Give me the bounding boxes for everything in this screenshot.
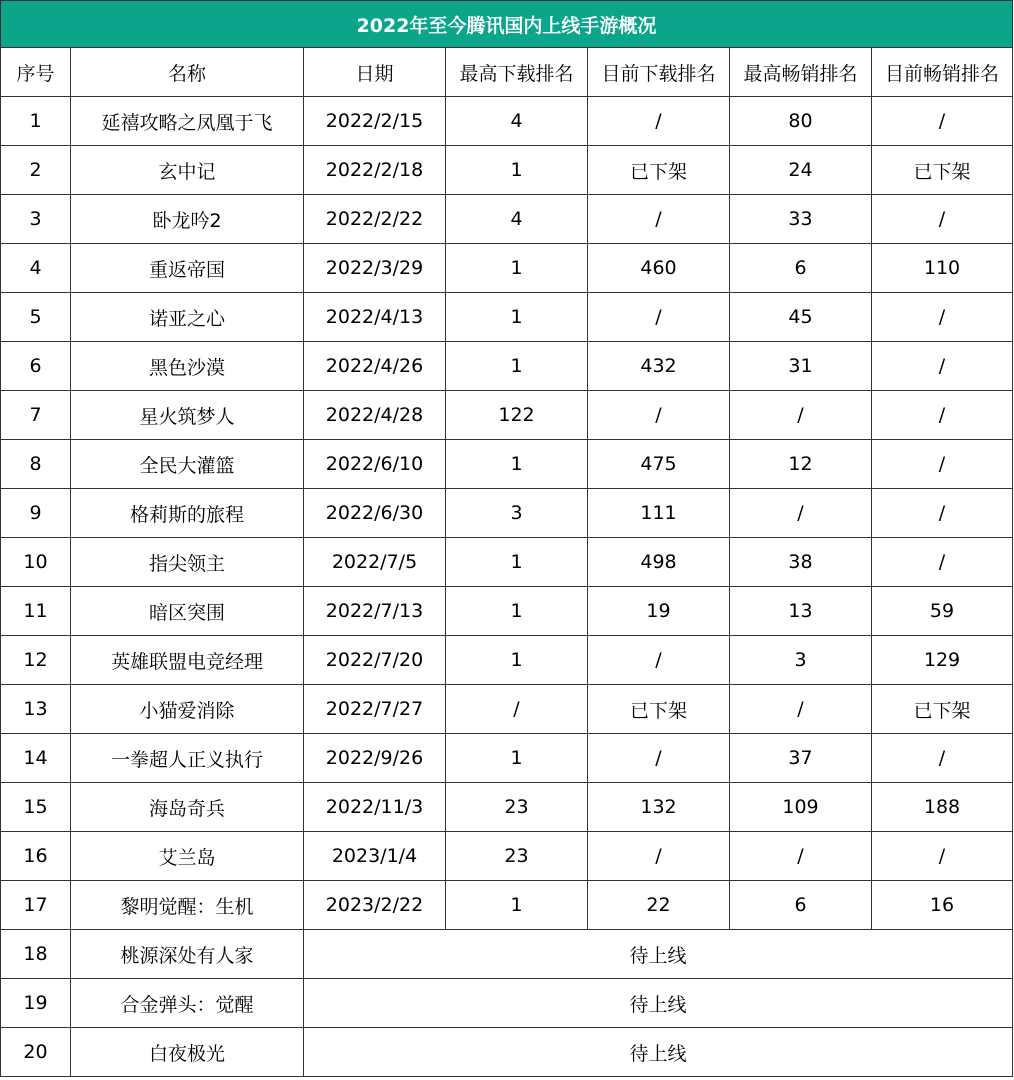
cell-status: 待上线: [304, 979, 1013, 1028]
cell-top-grossing-rank: 31: [730, 342, 872, 391]
cell-top-grossing-rank: 13: [730, 587, 872, 636]
cell-index: 15: [1, 783, 71, 832]
cell-name: 卧龙吟2: [71, 195, 304, 244]
cell-top-download-rank: 23: [446, 783, 588, 832]
cell-top-download-rank: /: [446, 685, 588, 734]
cell-top-grossing-rank: /: [730, 685, 872, 734]
cell-current-grossing-rank: /: [872, 489, 1013, 538]
cell-current-grossing-rank: 59: [872, 587, 1013, 636]
cell-current-grossing-rank: 已下架: [872, 146, 1013, 195]
cell-top-download-rank: 1: [446, 342, 588, 391]
table-row: [1, 342, 1013, 391]
cell-date: 2022/6/10: [304, 440, 446, 489]
cell-name: 全民大灌篮: [71, 440, 304, 489]
table-row: [1, 489, 1013, 538]
cell-date: 2022/9/26: [304, 734, 446, 783]
cell-index: 7: [1, 391, 71, 440]
cell-index: 3: [1, 195, 71, 244]
cell-top-grossing-rank: /: [730, 489, 872, 538]
cell-name: 桃源深处有人家: [71, 930, 304, 979]
table-row: [1, 832, 1013, 881]
table-row: [1, 636, 1013, 685]
cell-top-grossing-rank: 80: [730, 97, 872, 146]
cell-name: 黎明觉醒：生机: [71, 881, 304, 930]
cell-current-download-rank: /: [588, 391, 730, 440]
cell-name: 英雄联盟电竞经理: [71, 636, 304, 685]
cell-top-download-rank: 4: [446, 97, 588, 146]
header-top-grossing-rank: 最高畅销排名: [730, 48, 872, 97]
cell-top-grossing-rank: 3: [730, 636, 872, 685]
cell-current-download-rank: /: [588, 293, 730, 342]
cell-index: 2: [1, 146, 71, 195]
cell-current-grossing-rank: 已下架: [872, 685, 1013, 734]
cell-date: 2022/2/18: [304, 146, 446, 195]
cell-top-grossing-rank: /: [730, 832, 872, 881]
cell-top-download-rank: 1: [446, 538, 588, 587]
cell-index: 20: [1, 1028, 71, 1077]
cell-current-grossing-rank: /: [872, 734, 1013, 783]
cell-top-download-rank: 1: [446, 636, 588, 685]
cell-status: 待上线: [304, 930, 1013, 979]
cell-name: 玄中记: [71, 146, 304, 195]
cell-current-grossing-rank: 16: [872, 881, 1013, 930]
cell-index: 9: [1, 489, 71, 538]
cell-top-download-rank: 1: [446, 440, 588, 489]
cell-top-download-rank: 3: [446, 489, 588, 538]
cell-current-grossing-rank: /: [872, 391, 1013, 440]
cell-current-download-rank: 22: [588, 881, 730, 930]
cell-date: 2022/7/5: [304, 538, 446, 587]
cell-date: 2022/3/29: [304, 244, 446, 293]
cell-date: 2022/4/28: [304, 391, 446, 440]
table-row: [1, 244, 1013, 293]
cell-current-grossing-rank: /: [872, 832, 1013, 881]
cell-index: 5: [1, 293, 71, 342]
cell-date: 2022/4/13: [304, 293, 446, 342]
table-row: [1, 293, 1013, 342]
cell-current-download-rank: 498: [588, 538, 730, 587]
cell-index: 18: [1, 930, 71, 979]
cell-top-grossing-rank: 38: [730, 538, 872, 587]
table-row-pending: [1, 930, 1013, 979]
table-row: [1, 440, 1013, 489]
header-name: 名称: [71, 48, 304, 97]
table-row: [1, 195, 1013, 244]
cell-date: 2022/2/15: [304, 97, 446, 146]
cell-index: 11: [1, 587, 71, 636]
header-current-grossing-rank: 目前畅销排名: [872, 48, 1013, 97]
header-index: 序号: [1, 48, 71, 97]
cell-current-download-rank: 475: [588, 440, 730, 489]
header-top-download-rank: 最高下载排名: [446, 48, 588, 97]
cell-index: 4: [1, 244, 71, 293]
cell-current-grossing-rank: 110: [872, 244, 1013, 293]
cell-name: 暗区突围: [71, 587, 304, 636]
cell-top-download-rank: 1: [446, 244, 588, 293]
cell-current-grossing-rank: /: [872, 342, 1013, 391]
cell-name: 海岛奇兵: [71, 783, 304, 832]
cell-date: 2022/7/20: [304, 636, 446, 685]
header-row: [1, 48, 1013, 97]
cell-index: 8: [1, 440, 71, 489]
table-row-pending: [1, 1028, 1013, 1077]
table-row: [1, 587, 1013, 636]
cell-current-download-rank: 已下架: [588, 146, 730, 195]
cell-index: 13: [1, 685, 71, 734]
cell-index: 14: [1, 734, 71, 783]
cell-index: 17: [1, 881, 71, 930]
cell-name: 白夜极光: [71, 1028, 304, 1077]
cell-index: 16: [1, 832, 71, 881]
cell-top-download-rank: 1: [446, 734, 588, 783]
cell-current-grossing-rank: 188: [872, 783, 1013, 832]
cell-name: 格莉斯的旅程: [71, 489, 304, 538]
cell-name: 合金弹头：觉醒: [71, 979, 304, 1028]
cell-name: 一拳超人正义执行: [71, 734, 304, 783]
cell-top-download-rank: 1: [446, 146, 588, 195]
cell-current-download-rank: 已下架: [588, 685, 730, 734]
cell-name: 指尖领主: [71, 538, 304, 587]
cell-current-download-rank: /: [588, 832, 730, 881]
cell-current-download-rank: 432: [588, 342, 730, 391]
cell-top-download-rank: 1: [446, 587, 588, 636]
cell-top-grossing-rank: 12: [730, 440, 872, 489]
cell-current-download-rank: /: [588, 636, 730, 685]
cell-date: 2022/2/22: [304, 195, 446, 244]
cell-current-grossing-rank: /: [872, 97, 1013, 146]
table-body: [1, 97, 1013, 1077]
table-row: [1, 734, 1013, 783]
cell-top-grossing-rank: 45: [730, 293, 872, 342]
cell-index: 1: [1, 97, 71, 146]
cell-index: 19: [1, 979, 71, 1028]
cell-top-grossing-rank: 24: [730, 146, 872, 195]
title-row: [1, 1, 1013, 48]
cell-date: 2022/4/26: [304, 342, 446, 391]
cell-date: 2022/11/3: [304, 783, 446, 832]
cell-current-download-rank: 132: [588, 783, 730, 832]
cell-current-download-rank: 19: [588, 587, 730, 636]
cell-date: 2023/1/4: [304, 832, 446, 881]
cell-name: 延禧攻略之凤凰于飞: [71, 97, 304, 146]
header-date: 日期: [304, 48, 446, 97]
cell-top-download-rank: 1: [446, 881, 588, 930]
cell-index: 10: [1, 538, 71, 587]
table-row: [1, 783, 1013, 832]
cell-date: 2022/7/13: [304, 587, 446, 636]
cell-top-download-rank: 23: [446, 832, 588, 881]
cell-current-download-rank: /: [588, 734, 730, 783]
cell-top-download-rank: 4: [446, 195, 588, 244]
cell-index: 6: [1, 342, 71, 391]
header-current-download-rank: 目前下载排名: [588, 48, 730, 97]
cell-date: 2022/7/27: [304, 685, 446, 734]
cell-name: 黑色沙漠: [71, 342, 304, 391]
cell-current-grossing-rank: /: [872, 538, 1013, 587]
cell-top-download-rank: 1: [446, 293, 588, 342]
cell-name: 艾兰岛: [71, 832, 304, 881]
table-row: [1, 391, 1013, 440]
cell-current-grossing-rank: /: [872, 440, 1013, 489]
table-title: 2022年至今腾讯国内上线手游概况: [1, 1, 1013, 48]
cell-name: 星火筑梦人: [71, 391, 304, 440]
cell-current-grossing-rank: 129: [872, 636, 1013, 685]
cell-name: 重返帝国: [71, 244, 304, 293]
table-row: [1, 881, 1013, 930]
cell-current-grossing-rank: /: [872, 195, 1013, 244]
cell-current-download-rank: /: [588, 97, 730, 146]
cell-top-grossing-rank: /: [730, 391, 872, 440]
cell-status: 待上线: [304, 1028, 1013, 1077]
cell-top-grossing-rank: 6: [730, 881, 872, 930]
cell-index: 12: [1, 636, 71, 685]
cell-date: 2023/2/22: [304, 881, 446, 930]
cell-current-grossing-rank: /: [872, 293, 1013, 342]
cell-current-download-rank: 460: [588, 244, 730, 293]
table-row: [1, 685, 1013, 734]
table-row: [1, 538, 1013, 587]
cell-top-grossing-rank: 33: [730, 195, 872, 244]
cell-current-download-rank: 111: [588, 489, 730, 538]
cell-top-grossing-rank: 37: [730, 734, 872, 783]
table-row-pending: [1, 979, 1013, 1028]
cell-top-grossing-rank: 6: [730, 244, 872, 293]
cell-top-download-rank: 122: [446, 391, 588, 440]
cell-top-grossing-rank: 109: [730, 783, 872, 832]
table-row: [1, 97, 1013, 146]
cell-name: 诺亚之心: [71, 293, 304, 342]
cell-name: 小猫爱消除: [71, 685, 304, 734]
cell-current-download-rank: /: [588, 195, 730, 244]
cell-date: 2022/6/30: [304, 489, 446, 538]
table-row: [1, 146, 1013, 195]
